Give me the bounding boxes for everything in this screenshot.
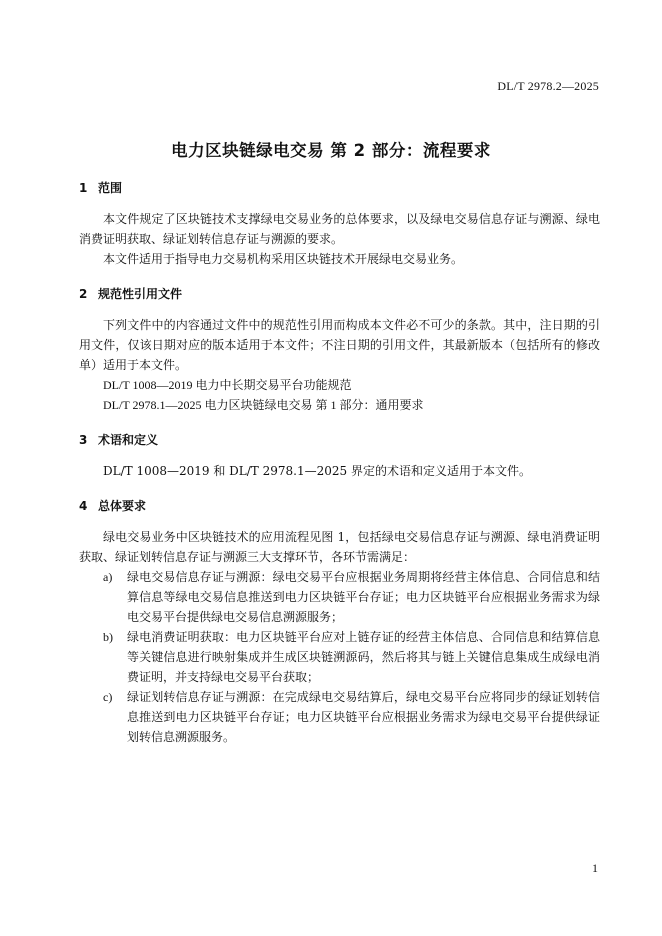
list-item-text: 绿电消费证明获取：电力区块链平台应对上链存证的经营主体信息、合同信息和结算信息等关键信息进行映射集成并生成区块链溯源码，然后将其与链上关键信息集成生成绿电消费证明，并支持绿电交易平台获取； — [127, 630, 600, 684]
normative-reference-1: DL/T 1008—2019 电力中长期交易平台功能规范 — [103, 378, 352, 392]
section-4-heading — [79, 497, 146, 514]
list-item-b — [103, 627, 600, 687]
section-4-paragraph-1: 绿电交易业务中区块链技术的应用流程见图 1，包括绿电交易信息存证与溯源、绿电消费证明获取、绿证划转信息存证与溯源三大支撑环节，各环节需满足： — [79, 530, 600, 564]
section-1-paragraph-1: 本文件规定了区块链技术支撑绿电交易业务的总体要求，以及绿电交易信息存证与溯源、绿电消费证明获取、绿证划转信息存证与溯源的要求。 — [79, 212, 600, 246]
list-marker: a) — [103, 570, 113, 584]
section-1-heading — [79, 179, 122, 196]
section-number: 4 — [79, 499, 88, 513]
section-number: 2 — [79, 287, 88, 301]
section-number: 1 — [79, 181, 88, 195]
normative-reference-2: DL/T 2978.1—2025 电力区块链绿电交易 第 1 部分：通用要求 — [103, 398, 424, 412]
document-title: 电力区块链绿电交易 第 2 部分：流程要求 — [171, 141, 491, 160]
section-3-paragraph-1: DL/T 1008—2019 和 DL/T 2978.1—2025 界定的术语和定义适用于本文件。 — [103, 464, 531, 478]
section-title: 规范性引用文件 — [98, 287, 183, 301]
section-title: 范围 — [98, 181, 123, 195]
page-number: 1 — [592, 861, 598, 875]
list-item-text: 绿电交易信息存证与溯源：绿电交易平台应根据业务周期将经营主体信息、合同信息和结算信息等绿电交易信息推送到电力区块链平台存证；电力区块链平台应根据业务需求为绿电交易平台提供绿电交易信息溯源服务； — [127, 570, 600, 624]
list-marker: c) — [103, 690, 113, 704]
section-3-heading — [79, 431, 158, 448]
section-2-paragraph-1: 下列文件中的内容通过文件中的规范性引用而构成本文件必不可少的条款。其中，注日期的引用文件，仅该日期对应的版本适用于本文件；不注日期的引用文件，其最新版本（包括所有的修改单）适用于本文件。 — [79, 318, 600, 372]
section-2-heading — [79, 285, 182, 302]
section-title: 总体要求 — [98, 499, 147, 513]
section-1-paragraph-2: 本文件适用于指导电力交易机构采用区块链技术开展绿电交易业务。 — [103, 252, 464, 266]
list-item-a — [103, 567, 600, 627]
standard-number: DL/T 2978.2—2025 — [497, 79, 599, 93]
list-item-c — [103, 687, 600, 747]
list-marker: b) — [103, 630, 113, 644]
list-item-text: 绿证划转信息存证与溯源：在完成绿电交易结算后，绿电交易平台应将同步的绿证划转信息推送到电力区块链平台存证；电力区块链平台应根据业务需求为绿电交易平台提供绿证划转信息溯源服务。 — [127, 690, 600, 744]
section-title: 术语和定义 — [98, 433, 159, 447]
section-number: 3 — [79, 433, 88, 447]
